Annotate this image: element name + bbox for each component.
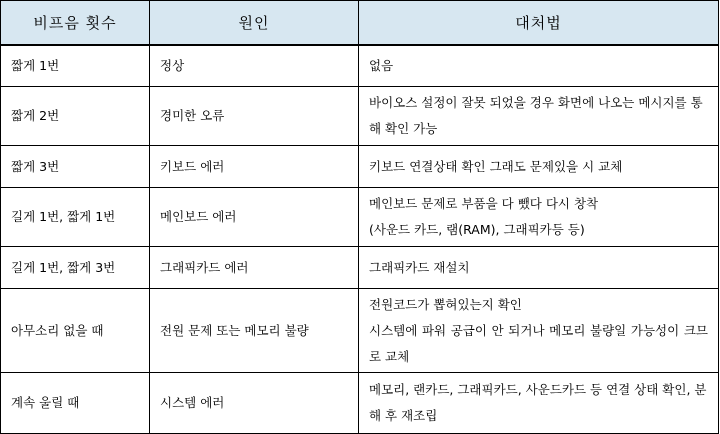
header-cause: 원인 xyxy=(150,1,359,45)
remedy-line: 시스템에 파워 공급이 안 되거나 메모리 불량일 가능성이 크므로 교체 xyxy=(369,322,708,364)
table-row xyxy=(1,146,719,188)
table-row xyxy=(1,87,719,146)
remedy-cell xyxy=(359,188,719,247)
beep-count-cell: 짧게 1번 xyxy=(1,45,150,87)
cause-cell: 전원 문제 또는 메모리 불량 xyxy=(150,289,359,373)
cause-cell: 그래픽카드 에러 xyxy=(150,247,359,289)
header-row xyxy=(1,1,719,45)
cause-cell: 메인보드 에러 xyxy=(150,188,359,247)
beep-count-cell: 짧게 2번 xyxy=(1,87,150,146)
remedy-line: 메인보드 문제로 부품을 다 뺐다 다시 창착 xyxy=(369,196,599,211)
cause-cell: 정상 xyxy=(150,45,359,87)
table-row xyxy=(1,188,719,247)
remedy-line: 전원코드가 뽑혀있는지 확인 xyxy=(369,296,522,312)
beep-count-cell: 계속 울릴 때 xyxy=(1,373,150,434)
remedy-cell xyxy=(359,373,719,434)
remedy-line: (사운드 카드, 램(RAM), 그래픽카등 등) xyxy=(369,222,585,237)
table-row xyxy=(1,45,719,87)
remedy-cell xyxy=(359,247,719,289)
cause-cell: 시스템 에러 xyxy=(150,373,359,434)
beep-count-cell: 길게 1번, 짧게 1번 xyxy=(1,188,150,247)
beep-count-cell: 아무소리 없을 때 xyxy=(1,289,150,373)
header-beep-count: 비프음 횟수 xyxy=(1,1,150,45)
header-remedy: 대처법 xyxy=(359,1,719,45)
remedy-cell xyxy=(359,289,719,373)
cause-cell: 키보드 에러 xyxy=(150,146,359,188)
cause-cell: 경미한 오류 xyxy=(150,87,359,146)
table-row xyxy=(1,247,719,289)
remedy-cell xyxy=(359,45,719,87)
table-row xyxy=(1,373,719,434)
beep-count-cell: 짧게 3번 xyxy=(1,146,150,188)
remedy-line: 메모리, 랜카드, 그래픽카드, 사운드카드 등 연결 상태 확인, 분해 후 재조립 xyxy=(369,382,707,423)
remedy-line: 없음 xyxy=(369,57,394,73)
remedy-line: 바이오스 설정이 잘못 되었을 경우 화면에 나오는 메시지를 통해 확인 가능 xyxy=(369,95,703,136)
remedy-cell xyxy=(359,87,719,146)
beep-count-cell: 길게 1번, 짧게 3번 xyxy=(1,247,150,289)
remedy-line: 그래픽카드 재설치 xyxy=(369,259,470,275)
remedy-line: 키보드 연결상태 확인 그래도 문제있을 시 교체 xyxy=(369,158,623,174)
remedy-cell xyxy=(359,146,719,188)
table-row xyxy=(1,289,719,373)
